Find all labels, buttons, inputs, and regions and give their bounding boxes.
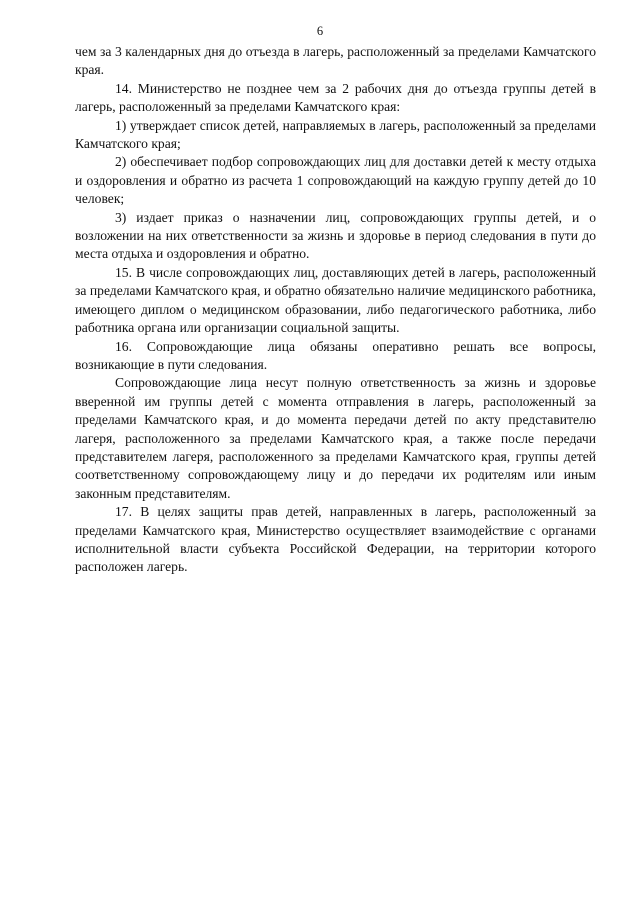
paragraph-item-17: 17. В целях защиты прав детей, направленных в лагерь, расположенный за пределами Камчатского края, Министерство осуществляет взаимодействие с органами исполнительной власти субъекта Российской Федерации, на территории которого расположен лагерь. xyxy=(75,504,596,575)
paragraph-item-14: 14. Министерство не позднее чем за 2 рабочих дня до отъезда группы детей в лагерь, расположенный за пределами Камчатского края: xyxy=(75,80,596,115)
paragraph-subitem-1: 1) утверждает список детей, направляемых в лагерь, расположенный за пределами Камчатского края; xyxy=(75,117,596,152)
paragraph-continuation: чем за 3 календарных дня до отъезда в лагерь, расположенный за пределами Камчатского края. xyxy=(75,44,596,78)
paragraph-item-16: 16. Сопровождающие лица обязаны оперативно решать все вопросы, возникающие в пути следования. xyxy=(75,338,596,372)
paragraph-responsibility: Сопровождающие лица несут полную ответственность за жизнь и здоровье вверенной им группы детей с момента отправления в лагерь, расположенный за пределами Камчатского края, и до момента передачи детей по акту представителю лагеря, расположенного за пределами Камчатского края, а также после передачи представителем лагеря, расположенного за пределами Камчатского края, группы детей соответственному сопровождающему лицу и до передачи их родителям или иным законным представителям. xyxy=(75,375,596,501)
page-number: 6 xyxy=(316,24,324,38)
document-body xyxy=(75,43,596,577)
paragraph-item-15: 15. В числе сопровождающих лиц, доставляющих детей в лагерь, расположенный за пределами Камчатского края, и обратно обязательно наличие медицинского работника, имеющего диплом о медицинском образовании, либо педагогического работника, либо работника органа или организации социальной защиты. xyxy=(75,264,596,336)
paragraph-subitem-3: 3) издает приказ о назначении лиц, сопровождающих группы детей, и о возложении на них ответственности за жизнь и здоровье в период следования в пути до места отдыха и оздоровления и обратно. xyxy=(75,209,596,262)
paragraph-subitem-2: 2) обеспечивает подбор сопровождающих лиц для доставки детей к месту отдыха и оздоровления и обратно из расчета 1 сопровождающий на каждую группу детей до 10 человек; xyxy=(75,154,596,207)
